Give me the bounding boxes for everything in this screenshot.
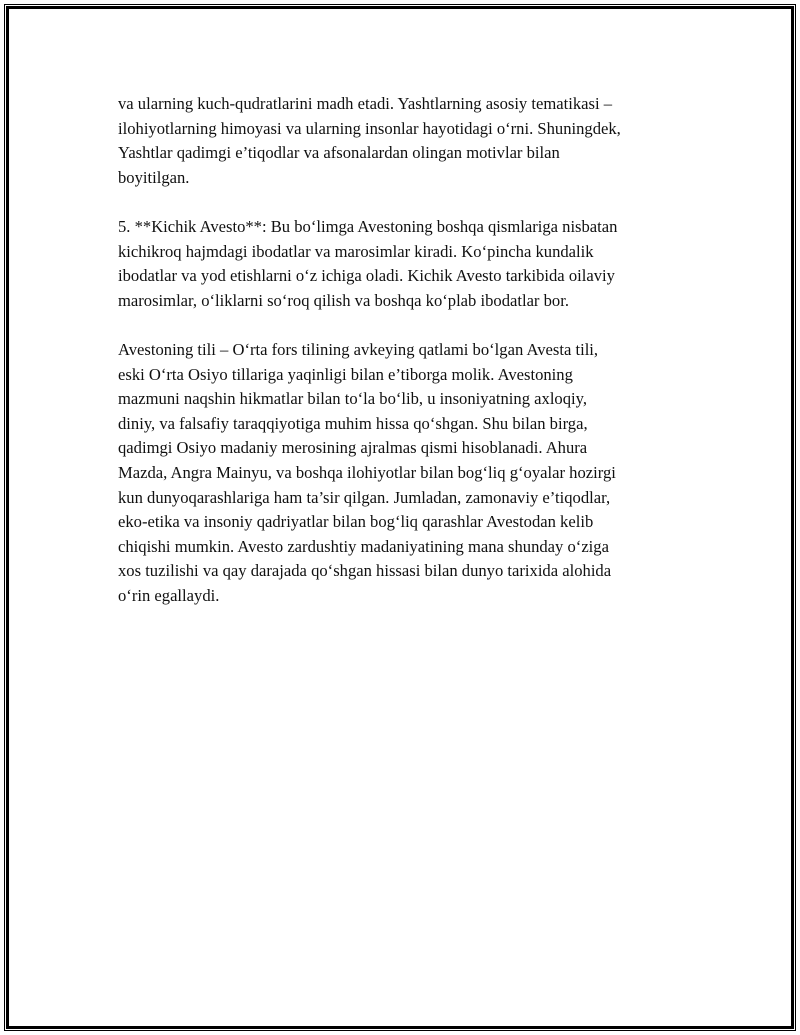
document-body: [118, 92, 678, 633]
text-line: Mazda, Angra Mainyu, va boshqa ilohiyotlar bilan bog‘liq g‘oyalar hozirgi: [118, 462, 616, 482]
text-line: 5. **Kichik Avesto**: Bu bo‘limga Avestoning boshqa qismlariga nisbatan: [118, 216, 618, 236]
text-line: chiqishi mumkin. Avesto zardushtiy madaniyatining mana shunday o‘ziga: [118, 536, 609, 556]
text-line: marosimlar, o‘liklarni so‘roq qilish va boshqa ko‘plab ibodatlar bor.: [118, 290, 569, 310]
text-line: kun dunyoqarashlariga ham ta’sir qilgan. Jumladan, zamonaviy e’tiqodlar,: [118, 487, 611, 507]
text-line: mazmuni naqshin hikmatlar bilan to‘la bo‘lib, u insoniyatning axloqiy,: [118, 389, 587, 409]
text-line: Avestoning tili – O‘rta fors tilining avkeying qatlami bo‘lgan Avesta tili,: [118, 339, 599, 359]
text-line: Yashtlar qadimgi e’tiqodlar va afsonalardan olingan motivlar bilan: [118, 143, 560, 163]
text-line: boyitilgan.: [118, 167, 190, 187]
paragraph-avesto-tili: [118, 338, 678, 609]
text-line: kichikroq hajmdagi ibodatlar va marosimlar kiradi. Ko‘pincha kundalik: [118, 241, 594, 261]
text-line: va ularning kuch-qudratlarini madh etadi. Yashtlarning asosiy tematikasi –: [118, 94, 613, 113]
paragraph-yashtlar: [118, 92, 678, 190]
paragraph-kichik-avesto: [118, 215, 678, 313]
text-line: eko-etika va insoniy qadriyatlar bilan bog‘liq qarashlar Avestodan kelib: [118, 512, 594, 532]
text-line: eski O‘rta Osiyo tillariga yaqinligi bilan e’tiborga molik. Avestoning: [118, 364, 573, 384]
text-line: ibodatlar va yod etishlarni o‘z ichiga oladi. Kichik Avesto tarkibida oilaviy: [118, 266, 615, 286]
text-line: diniy, va falsafiy taraqqiyotiga muhim hissa qo‘shgan. Shu bilan birga,: [118, 413, 588, 433]
text-line: ilohiyotlarning himoyasi va ularning insonlar hayotidagi o‘rni. Shuningdek,: [118, 118, 621, 138]
text-line: qadimgi Osiyo madaniy merosining ajralmas qismi hisoblanadi. Ahura: [118, 438, 588, 458]
text-line: xos tuzilishi va qay darajada qo‘shgan hissasi bilan dunyo tarixida alohida: [118, 561, 612, 581]
text-line: o‘rin egallaydi.: [118, 585, 220, 605]
